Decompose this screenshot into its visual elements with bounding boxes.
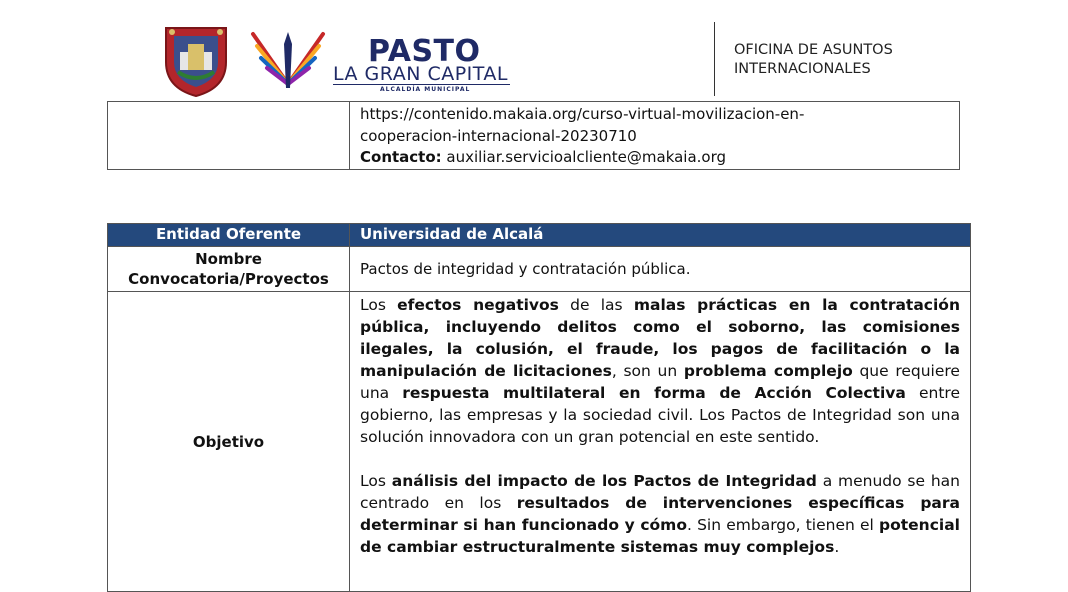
text-run: potencial de cambiar estructuralmente sistemas muy complejos (360, 516, 960, 556)
table-row (108, 102, 960, 170)
link-cell (350, 102, 960, 170)
text-run: resultados de intervenciones específicas para determinar si han funcionado y cómo (360, 494, 960, 534)
office-name (734, 41, 893, 79)
name-label (108, 247, 350, 292)
table-header-row (108, 224, 971, 247)
table-row (108, 247, 971, 292)
course-link-line2[interactable]: cooperacion-internacional-20230710 (360, 126, 637, 145)
contact-line (360, 147, 949, 169)
table-row (108, 292, 971, 592)
text-run: de las (558, 296, 634, 314)
page-header (0, 0, 1068, 100)
course-link-line1[interactable]: https://contenido.makaia.org/curso-virtual-movilizacion-en- (360, 105, 805, 123)
empty-label-cell (108, 102, 350, 170)
text-run: , son un (611, 362, 684, 380)
condor-logo (247, 24, 329, 94)
text-run: respuesta multilateral en forma de Acción Colectiva (402, 384, 906, 402)
objective-paragraph-1 (360, 294, 960, 448)
brand-divider (333, 84, 510, 85)
text-run: Los (360, 296, 398, 314)
objective-label: Objetivo (108, 292, 350, 592)
office-name-line2: INTERNACIONALES (734, 61, 871, 77)
objective-text (350, 292, 971, 592)
text-run: . (834, 538, 840, 556)
text-run: Los (360, 472, 392, 490)
text-run: que requiere una (360, 362, 960, 402)
name-value: Pactos de integridad y contratación pública. (350, 247, 971, 292)
text-run: entre gobierno, las empresas y la sociedad civil. Los Pactos de Integridad son una solución innovadora con un gran potencial en este sentido. (360, 384, 960, 446)
name-label-line2: Convocatoria/Proyectos (128, 270, 329, 288)
text-run: problema complejo (683, 362, 853, 380)
text-run: análisis del impacto de los Pactos de Integridad (391, 472, 817, 490)
office-name-line1: OFICINA DE ASUNTOS (734, 42, 893, 58)
brand-title: PASTO (368, 34, 481, 69)
header-value: Universidad de Alcalá (350, 224, 971, 247)
header-divider (714, 22, 715, 96)
header-label: Entidad Oferente (108, 224, 350, 247)
name-label-line1: Nombre (195, 250, 262, 268)
offer-table (107, 223, 971, 592)
contact-label: Contacto: (360, 148, 442, 166)
previous-entry-table (107, 101, 960, 170)
brand-tagline: ALCALDÍA MUNICIPAL (380, 86, 471, 93)
brand-subtitle: LA GRAN CAPITAL (333, 63, 509, 85)
coat-of-arms-logo (158, 22, 234, 98)
objective-paragraph-2 (360, 470, 960, 558)
text-run: malas prácticas en la contratación pública, incluyendo delitos como el soborno, las comisiones ilegales, la colusión, el fraude, los pagos de facilitación o la manipulación de licitaciones (360, 296, 960, 380)
text-run: efectos negativos (397, 296, 559, 314)
text-run: . Sin embargo, tienen el (686, 516, 880, 534)
contact-email[interactable]: auxiliar.servicioalcliente@makaia.org (441, 148, 727, 166)
text-run: a menudo se han centrado en los (360, 472, 960, 512)
